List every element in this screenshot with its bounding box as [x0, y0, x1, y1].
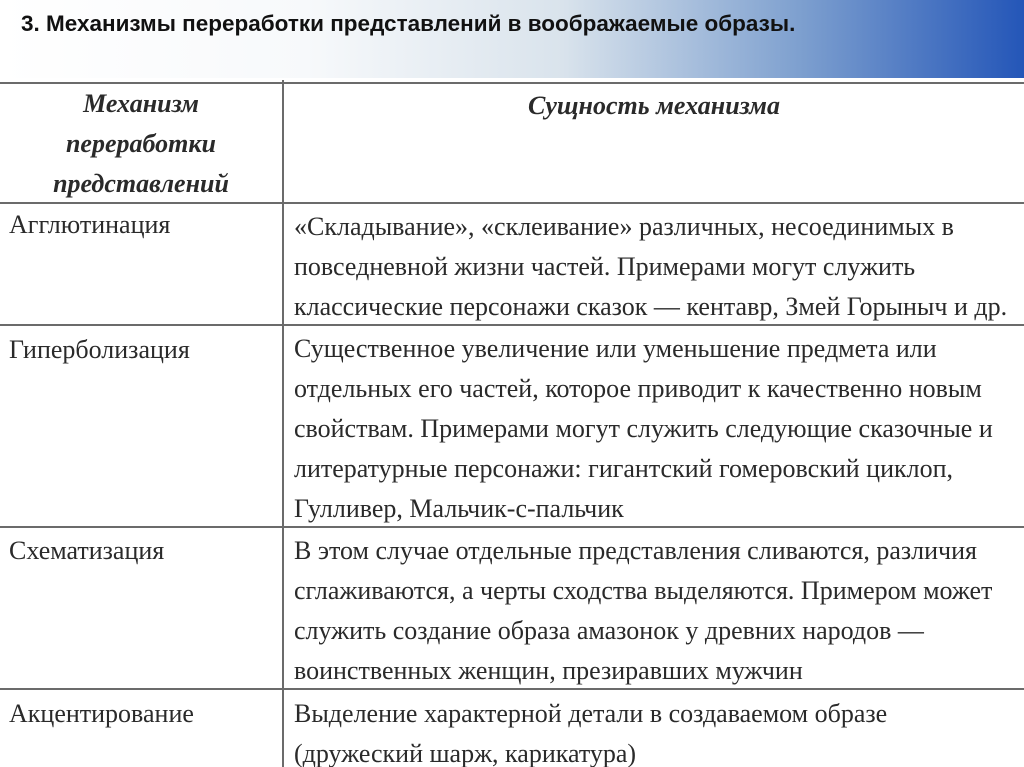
row-name-accentuation: Акцентирование: [9, 699, 194, 728]
row-name-schematization: Схематизация: [9, 536, 165, 565]
row-essence-accentuation: [294, 694, 1015, 767]
essence-line: классические персонажи сказок — кентавр, Змей Горыныч и др.: [294, 292, 1008, 321]
row-name-agglutination: Агглютинация: [9, 210, 171, 239]
column-divider: [282, 80, 284, 767]
essence-line: свойствам. Примерами могут служить следующие сказочные и: [294, 414, 993, 443]
slide-title: 3. Механизмы переработки представлений в воображаемые образы.: [21, 11, 796, 36]
essence-line: литературные персонажи: гигантский гомеровский циклоп,: [294, 454, 954, 483]
essence-line: «Складывание», «склеивание» различных, несоединимых в: [294, 212, 954, 241]
header-essence: Сущность механизма: [528, 91, 780, 120]
essence-line: Выделение характерной детали в создаваемом образе: [294, 699, 888, 728]
essence-line: В этом случае отдельные представления сливаются, различия: [294, 536, 977, 565]
essence-line: служить создание образа амазонок у древних народов —: [294, 616, 924, 645]
row-essence-hyperbolization: [294, 329, 1015, 529]
essence-line: (дружеский шарж, карикатура): [294, 739, 637, 767]
header-mechanism-line-3: представлений: [53, 169, 229, 198]
essence-line: повседневной жизни частей. Примерами могут служить: [294, 252, 916, 281]
mechanisms-table: [0, 80, 1024, 767]
header-mechanism-line-2: переработки: [65, 129, 217, 158]
essence-line: отдельных его частей, которое приводит к качественно новым: [294, 374, 982, 403]
row-essence-agglutination: [294, 207, 1015, 327]
essence-line: сглаживаются, а черты сходства выделяются. Примером может: [294, 576, 993, 605]
essence-line: Гулливер, Мальчик-с-пальчик: [294, 494, 624, 523]
title-bar: [0, 0, 1024, 78]
header-mechanism-line-1: Механизм: [83, 89, 199, 118]
row-name-hyperbolization: Гиперболизация: [9, 335, 190, 364]
essence-line: воинственных женщин, презиравших мужчин: [294, 656, 803, 685]
header-mechanism: [0, 84, 282, 204]
row-essence-schematization: [294, 531, 1015, 691]
essence-line: Существенное увеличение или уменьшение предмета или: [294, 334, 937, 363]
